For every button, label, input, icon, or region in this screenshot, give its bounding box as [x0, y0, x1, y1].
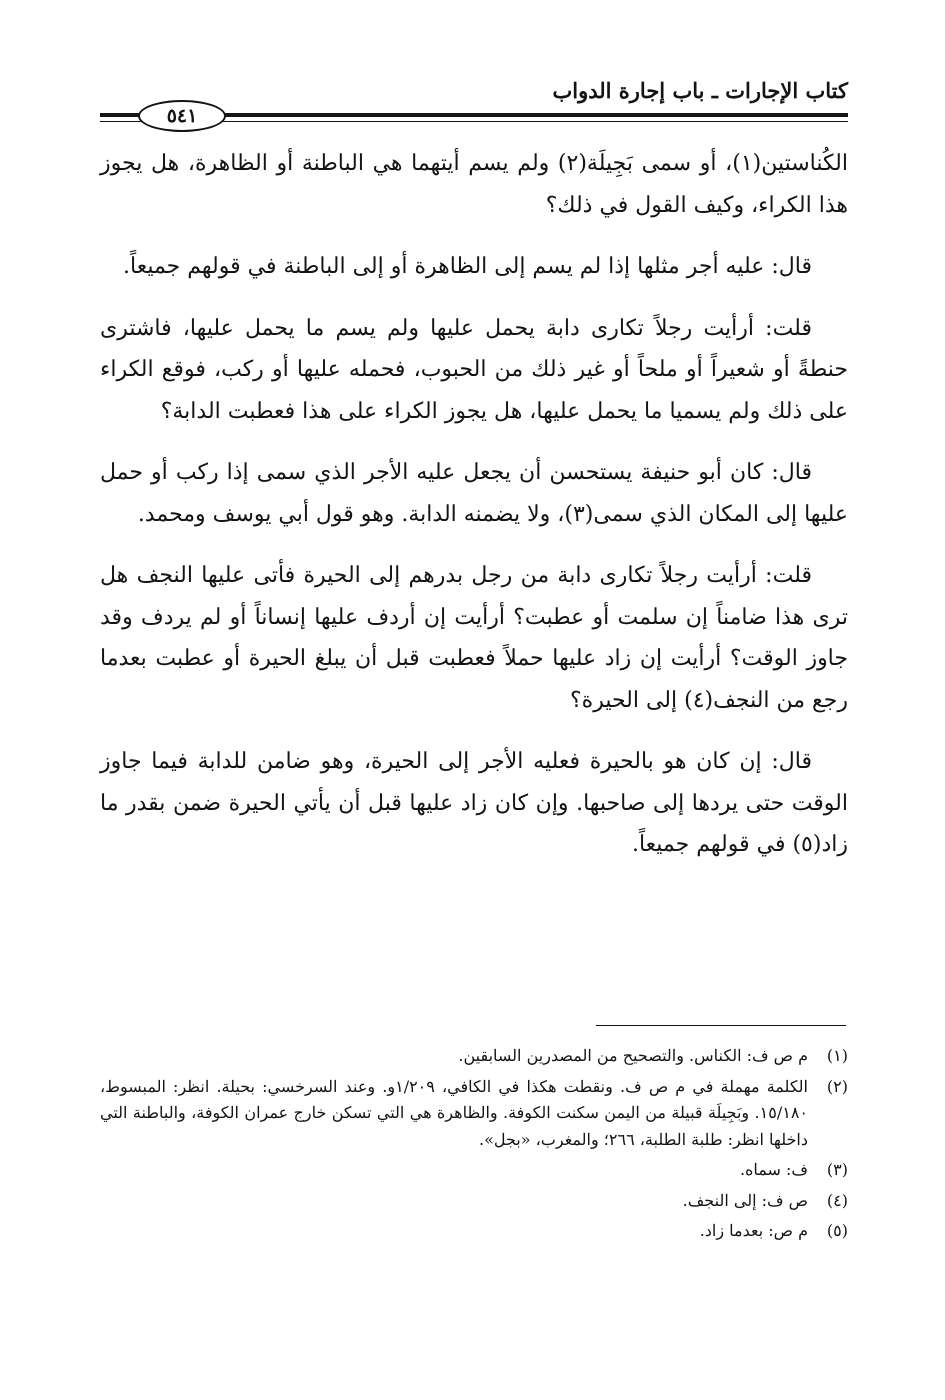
- footnote-number: (٢): [826, 1076, 848, 1096]
- footnote: [100, 1218, 848, 1245]
- footnote-text: م ص: بعدما زاد.: [699, 1221, 808, 1240]
- paragraph: قلت: أرأيت رجلاً تكارى دابة من رجل بدرهم إلى الحيرة فأتى عليها النجف هل ترى هذا ضامناً إن سلمت أو عطبت؟ أرأيت إن أردف عليها إنساناً أو لم يردف وقد جاوز الوقت؟ أرأيت إن زاد عليها حملاً فعطبت قبل أن يبلغ الحيرة أو عطبت بعدما رجع من النجف(٤) إلى الحيرة؟: [100, 563, 848, 713]
- footnote-text: الكلمة مهملة في م ص ف. ونقطت هكذا في الكافي، ١/٢٠٩و. وعند السرخسي: بحيلة. انظر: المبسوط، ١٥/١٨٠. وبَجِيلَة قبيلة من اليمن سكنت الكوفة. والظاهرة هي التي تسكن خارج عمران الكوفة، والباطنة التي داخلها انظر: طلبة الطلبة، ٢٦٦؛ والمغرب، «بجل».: [100, 1076, 809, 1149]
- footnote-number: (٤): [826, 1190, 848, 1210]
- running-title: كتاب الإجارات ـ باب إجارة الدواب: [552, 78, 848, 103]
- footnote-text: م ص ف: الكناس. والتصحيح من المصدرين السابقين.: [458, 1046, 808, 1065]
- page-number: ٥٤١: [138, 100, 226, 132]
- footnote-text: ف: سماه.: [739, 1160, 808, 1179]
- footnote: [100, 1074, 848, 1154]
- paragraph: قلت: أرأيت رجلاً تكارى دابة يحمل عليها ولم يسم ما يحمل عليها، فاشترى حنطةً أو شعيراً أو ملحاً أو غير ذلك من الحبوب، فحمله عليها أو ركب، فوقع الكراء على ذلك ولم يسميا ما يحمل عليها، هل يجوز الكراء على هذا فعطبت الدابة؟: [100, 315, 848, 424]
- footnotes: [100, 1043, 848, 1249]
- paragraph: قال: إن كان هو بالحيرة فعليه الأجر إلى الحيرة، وهو ضامن للدابة فيما جاوز الوقت حتى يردها إلى صاحبها. وإن كان زاد عليها قبل أن يأتي الحيرة ضمن بقدر ما زاد(٥) في قولهم جميعاً.: [100, 749, 848, 857]
- paragraph: الكُناستين(١)، أو سمى بَجِيلَة(٢) ولم يسم أيتهما هي الباطنة أو الظاهرة، هل يجوز هذا الكراء، وكيف القول في ذلك؟: [100, 151, 848, 218]
- footnote-separator: [596, 1025, 846, 1026]
- paragraph: قال: عليه أجر مثلها إذا لم يسم إلى الظاهرة أو إلى الباطنة في قولهم جميعاً.: [123, 254, 812, 279]
- footnote-text: ص ف: إلى النجف.: [682, 1190, 808, 1210]
- footnote-number: (١): [826, 1046, 848, 1065]
- footnote-number: (٣): [826, 1160, 848, 1179]
- page-header: [100, 74, 848, 130]
- footnote-number: (٥): [826, 1221, 848, 1240]
- footnote: [100, 1188, 848, 1215]
- paragraph: قال: كان أبو حنيفة يستحسن أن يجعل عليه الأجر الذي سمى إذا ركب أو حمل عليها إلى المكان الذي سمى(٣)، ولا يضمنه الدابة. وهو قول أبي يوسف ومحمد.: [100, 460, 848, 527]
- main-text: [100, 143, 848, 886]
- footnote: [100, 1043, 848, 1070]
- footnote: [100, 1157, 848, 1184]
